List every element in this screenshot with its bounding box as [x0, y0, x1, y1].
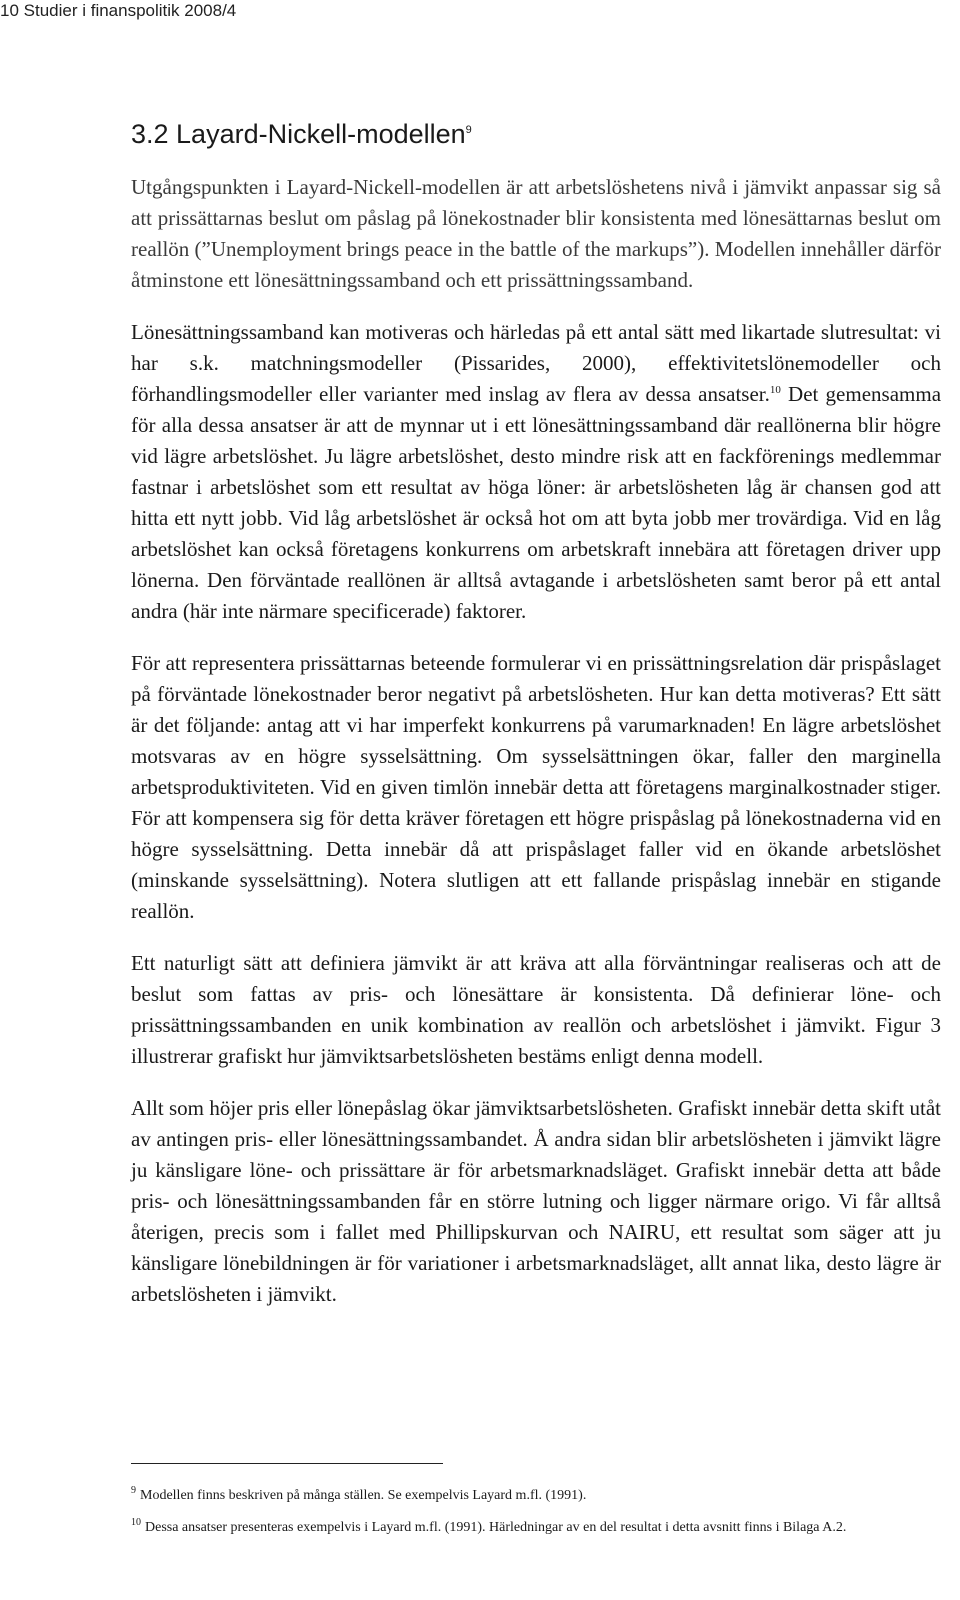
- paragraph-wage-setting: [131, 317, 941, 627]
- footnote-10: [131, 1517, 941, 1539]
- section-title: [131, 117, 472, 151]
- footnote-9: [131, 1485, 941, 1507]
- footnote-divider: [131, 1463, 443, 1464]
- paragraph-conclusion: Allt som höjer pris eller lönepåslag ökar jämviktsarbetslösheten. Grafiskt innebär detta skift utåt av antingen pris- eller lönesättningssambandet. Å andra sidan blir arbetslösheten i jämvikt lägre ju känsligare löne- och prissättare är för arbetsmarknadsläget. Grafiskt innebär detta att både pris- och lönesättningssambanden får en större lutning och ligger närmare origo. Vi får alltså återigen, precis som i fallet med Phillipskurvan och NAIRU, ett resultat som säger att ju känsligare lönebildningen är för variationer i arbetsmarknadsläget, allt annat lika, desto lägre är arbetslösheten i jämvikt.: [131, 1096, 941, 1306]
- running-header: 10 Studier i finanspolitik 2008/4: [0, 1, 237, 20]
- footnote-number: 9: [131, 1485, 136, 1497]
- footnote-text: Modellen finns beskriven på många ställen. Se exempelvis Layard m.fl. (1991).: [140, 1488, 587, 1503]
- paragraph-wage-setting-part-2: Det gemensamma för alla dessa ansatser är att de mynnar ut i ett lönesättningssamband där reallönerna blir högre vid lägre arbetslöshet. Ju lägre arbetslöshet, desto mindre risk att en fackförenings medlemmar fastnar i arbetslöshet som ett resultat av höga löner: är arbetslösheten låg är chansen god att hitta ett nytt jobb. Vid låg arbetslöshet är också hot om att byta jobb mer trovärdiga. Vid en låg arbetslöshet kan också företagens konkurrens om arbetskraft innebära att företagen driver upp lönerna. Den förväntade reallönen är alltså avtagande i arbetslösheten samt beror på ett antal andra (här inte närmare specificerade) faktorer.: [131, 382, 942, 623]
- paragraph-wage-setting-part-1: Lönesättningssamband kan motiveras och härledas på ett antal sätt med likartade slutresultat: vi har s.k. matchningsmodeller (Pissarides, 2000), effektivitetslönemodeller och förhandlingsmodeller eller varianter med inslag av flera av dessa ansatser.: [131, 320, 941, 406]
- paragraph-equilibrium: Ett naturligt sätt att definiera jämvikt är att kräva att alla förväntningar realiseras och att de beslut som fattas av pris- och lönesättare är konsistenta. Då definierar löne- och prissättningssambanden en unik kombination av reallön och arbetslöshet i jämvikt. Figur 3 illustrerar grafiskt hur jämviktsarbetslösheten bestäms enligt denna modell.: [131, 951, 941, 1068]
- footnotes: [131, 1485, 941, 1549]
- footnote-text: Dessa ansatser presenteras exempelvis i Layard m.fl. (1991). Härledningar av en del resultat i detta avsnitt finns i Bilaga A.2.: [145, 1520, 847, 1535]
- footnote-ref-10[interactable]: 10: [769, 384, 781, 396]
- paragraph-intro: Utgångspunkten i Layard-Nickell-modellen är att arbetslöshetens nivå i jämvikt anpassar sig så att prissättarnas beslut om påslag på lönekostnader blir konsistenta med lönesättarnas beslut om reallön (”Unemployment brings peace in the battle of the markups”). Modellen innehåller därför åtminstone ett lönesättningssamband och ett prissättningssamband.: [131, 175, 941, 292]
- footnote-ref-9[interactable]: 9: [465, 124, 472, 136]
- footnote-number: 10: [131, 1517, 141, 1529]
- section-title-text: 3.2 Layard-Nickell-modellen: [131, 119, 466, 149]
- paragraph-price-setting: För att representera prissättarnas beteende formulerar vi en prissättningsrelation där prispåslaget på förväntade lönekostnader beror negativt på arbetslösheten. Hur kan detta motiveras? Ett sätt är det följande: antag att vi har imperfekt konkurrens på varumarknaden! En lägre arbetslöshet motsvaras av en högre sysselsättning. Om sysselsättningen ökar, faller den marginella arbetsproduktiviteten. Vid en given timlön innebär detta att företagens marginalkostnader stiger. För att kompensera sig för detta kräver företagen ett högre prispåslag på lönekostnaderna vid en högre sysselsättning. Detta innebär då att prispåslaget faller vid en ökande arbetslöshet (minskande sysselsättning). Notera slutligen att ett fallande prispåslag innebär en stigande reallön.: [131, 651, 941, 923]
- body-text: [131, 172, 941, 1331]
